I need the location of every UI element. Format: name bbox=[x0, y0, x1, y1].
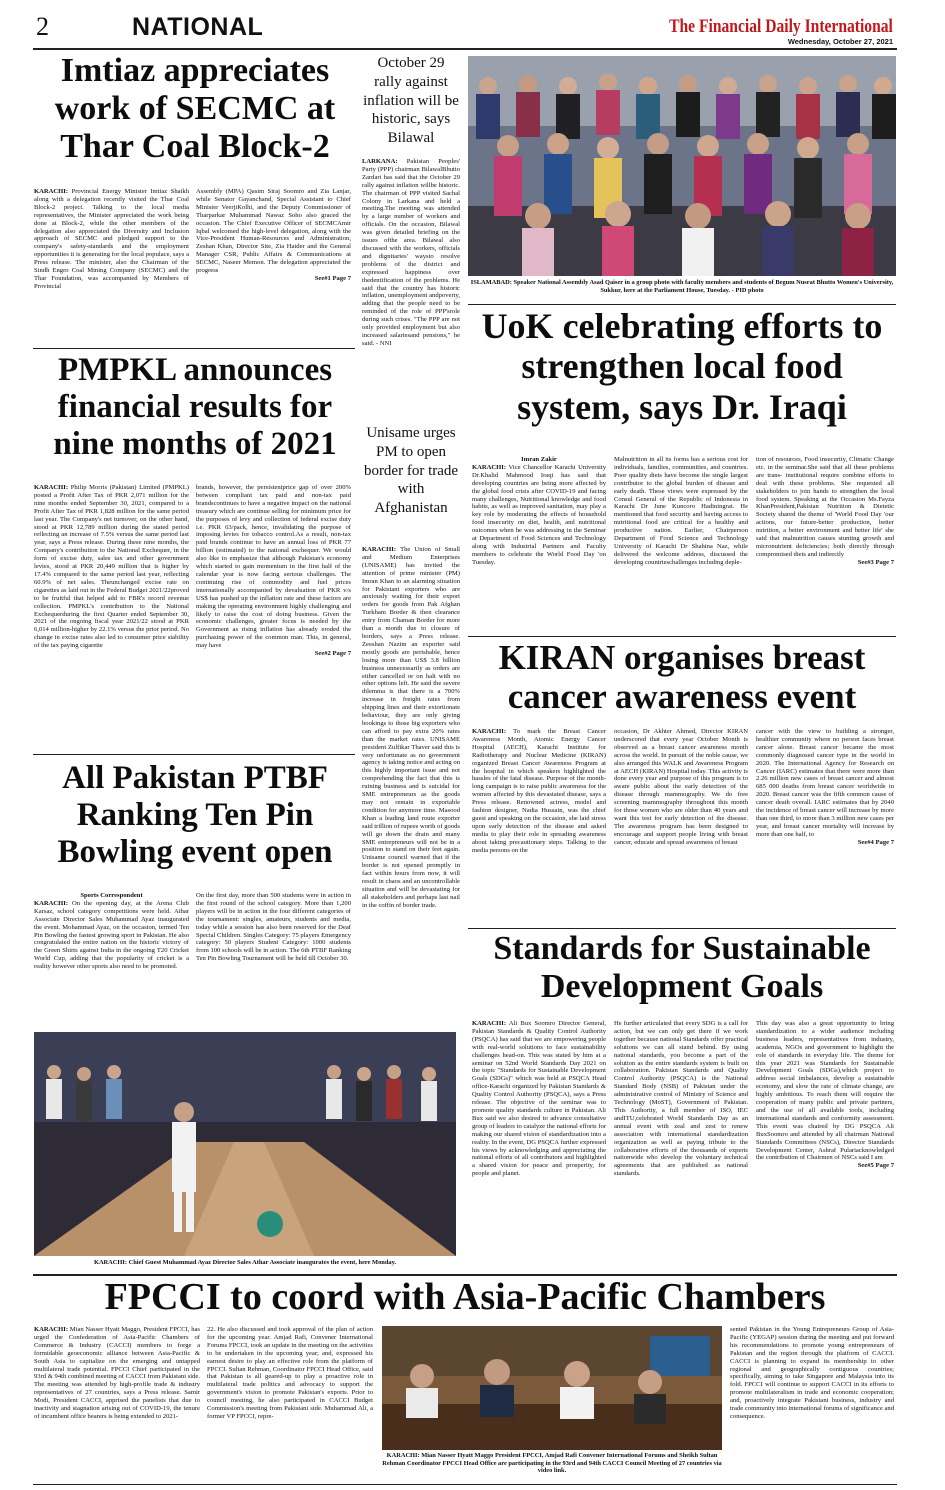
dateline: LARKANA: bbox=[362, 158, 398, 165]
story-bowling-col1 bbox=[34, 892, 189, 1027]
section-title: NATIONAL bbox=[132, 13, 264, 41]
story-text: occasion, Dr Akhter Ahmed, Director KIRAN underscored that every year October Month is observed as a breast cancer awareness month across the world. In pursuit of the noble cause, we also arranged this WALK and Awareness Program at AECH (KIRAN) Hospital today. This activity is done every year and purpose of this program is to aware public about the early detection of the disease through mammography. We do free screening mammography throughout this month for those women who are older than 40 years and want this test for early detection of the disease. The awareness program has been designed to encourage and support people living with breast cancer, educate and spread awareness of breast bbox=[614, 728, 748, 846]
continued-link[interactable]: See#3 Page 7 bbox=[857, 558, 894, 566]
story-text: He further articulated that every SDG is a call for action, but we can only get there if we work together because national Standards offer practical solutions we can all stand behind. By using national standards, you become a part of the solution as the entire standards system is built on collaboration. Pakistan Standards and Quality Control Authority (PSQCA) is the National Standard Body (NSB) of Pakistan under the administrative control of Ministry of Science and Technology (MoST), Government of Pakistan. This Authority, a full member of ISO, IEC andITU,celebrated World Standards Day as an annual event with zeal and zest to renew association with international standardization organization as well as paying tribute to the collaborative efforts of the thousands of experts nationwide who develop the voluntary technical agreements that are published as national standards. bbox=[614, 1020, 748, 1178]
dateline: KARACHI: bbox=[472, 1020, 507, 1027]
page-number: 2 bbox=[36, 12, 49, 41]
story-kiran-col2 bbox=[614, 728, 748, 924]
group-photo bbox=[468, 56, 896, 276]
dateline: KARACHI: bbox=[34, 1326, 69, 1333]
section-rule bbox=[33, 754, 355, 755]
fpcci-photo-caption: KARACHI: Mian Nasser Hyatt Maggo President FPCCI, Amjad Rafi Convener International Forums and Sheikh Sultan Rehman Coordinator FPCCI Head Office are participating in the 93rd and 94th CACCI Council Meeting of 27 countries via video link. bbox=[382, 1452, 722, 1475]
group-photo-caption: ISLAMABAD: Speaker National Assembly Asad Qaiser in a group photo with faculty members and students of Begum Nusrat Bhutto Women's University, Sukkur, here at the Parliament House, Tuesday. - PID photo bbox=[470, 279, 894, 294]
story-uok-col3 bbox=[756, 456, 894, 632]
story-text: brands, however, the persistentprice gap of over 200% between compliant tax paid and non-tax paid brandscontinues to have a negative impact on the national treasury which are continue selling for minimum price for the purposes of levy and collection of federal excise duty i.e. PKR 63/pack, hence, invalidating the purpose of imposing levies for tobacco control.As a result, non-tax paid brands continue to have an annual loss of PKR 77 billion (estimated) to the national exchequer. We would also like to emphasize that although Pakistan's economy which started to gain momentum in the first half of the calendar year is now facing serious challenges. The continuing rise of commodity and fuel prices internationally accompanied by devaluation of PKR v/s US$ has pushed up the inflation rate and these factors are making the operating environment highly challenging and likely to raise the cost of doing business. Given the economic challenges, greater focus is needed by the Government as rising inflation has already eroded the purchasing power of the common man. This, in general, may have bbox=[196, 484, 351, 650]
story-kiran-col3 bbox=[756, 728, 894, 924]
story-text: 22. He also discussed and took approval of the plan of action for the upcoming year. Amjad Rafi, Convener International Forums FPCCI, took an update in the meeting on the activities to be undertaken in the upcoming year; and, expressed his earnest desire to play an effective role from the platform of FPCCI. Sultan Rehman, Coordinator FPCCI Head Office, said that Pakistan is all geared-up to play a proactive role in multilateral trade politics and advocacy to support the government's vision to promote Pakistan's exports. Prior to council meeting, he also participated in CACCI Budget Commission's meeting from Pakistani side. Muhammad Ali, a former VP FPCCI, repre- bbox=[207, 1326, 373, 1420]
story-imtiaz-col2 bbox=[196, 188, 351, 343]
story-text: tion of resources, Food insecurity, Climatic Change etc. in the seminar.She said that all these problems are trans- institutional require combine efforts to deal with these problems. She requested all stakeholders to join hands to strengthen the local food system. Speaking at the Occasion Ms.Fayza KhanPresident,Pakistan Nutrition & Dietetic Society shared the theme of 'World Food Day 'our actions, our future-better production, better nutrition, a better environment and better life' she said that malnutrition causes stunting growth and micronutrient deficiencies; both directly through compromised diets and indirectly bbox=[756, 456, 894, 558]
section-rule bbox=[468, 928, 896, 929]
story-text: To mark the Breast Cancer Awareness Month, Atomic Energy Cancer Hospital (AECH), Karachi Institute for Radiotherapy and Nuclear Medicine (KIRAN) organized Breast Cancer Awareness Program at the hospital in which speakers highlighted the hassles of the fatal disease. Purpose of the month-long campaign is to raise public awareness for the women affected by this devastated disease, says a Press release. Renowned actress, model and fashion designer, Nadia Hussain, was the chief guest and speaking on the occasion, she laid stress upon early detection of the disease and asked media to play their role in spreading awareness about taking precautionary steps. Talking to the media persons on the bbox=[472, 728, 606, 854]
byline: Sports Correspondent bbox=[80, 892, 143, 899]
story-fpcci-col2 bbox=[207, 1326, 373, 1482]
story-text: On the opening day, at the Arena Club Karsaz, school category competitions were held. Athar Associate Director Sales Muhammad Ayaz inaugurated the event. Mohammad Ayaz, on the occasion, termed Ten Pin Bowling the fastest growing sport in Pakistan. He also congratulated the entire nation on the historic victory of the Green Shirts against India in the ongoing T20 Cricket World Cup, adding that the popularity of cricket is a reality however other sports also need to be promoted. bbox=[34, 899, 189, 971]
headline-bilawal: October 29 rally against inflation will be historic, says Bilawal bbox=[363, 55, 459, 146]
story-text: sented Pakistan in the Young Entrepreneurs Group of Asia-Pacific (YEGAP) session during the meeting and put forward his recommendations to promote young entrepreneurs of Pakistan and the region through the platform of CACCI. CACCI is planning to expand its membership to other regional and geographically contiguous countries; specifically, aiming to take Singapore and Malaysia into its fold. FPCCI will continue to support CACCI in its efforts to promote multilateralism in trade and economic cooperation; and, proactively integrate Pakistani business, industry and trade community into international forums of significance and consequence. bbox=[730, 1326, 894, 1420]
continued-link[interactable]: See#5 Page 7 bbox=[857, 1162, 894, 1170]
bowling-photo-graphic bbox=[34, 1032, 456, 1256]
continued-link[interactable]: See#1 Page 7 bbox=[314, 274, 351, 282]
issue-date: Wednesday, October 27, 2021 bbox=[787, 37, 893, 46]
story-uok-col2 bbox=[614, 456, 748, 632]
continued-link[interactable]: See#4 Page 7 bbox=[857, 838, 894, 846]
story-standards-col2 bbox=[614, 1020, 748, 1270]
byline: Imran Zakir bbox=[521, 456, 557, 463]
story-text: Vice Chancellor Karachi University Dr.Khalid Mahmood Iraqi has said that developing countries are being more affected by the global food crisis after COVID-19 and facing many challenges, Nutritional knowledge and food habits, as well as improved sanitation, may play a key role by moderating the effects of household food insecurity on diet, health, and nutritional outcomes when he was addressing in the Seminar at Department of Food Sciences and Technology along with Industrial Partners and Faculty members to celebrate the World Food Day 'on Tuesday. bbox=[472, 463, 606, 566]
story-bilawal bbox=[362, 158, 460, 420]
fpcci-photo-graphic bbox=[382, 1326, 722, 1450]
story-text: Ali Bux Soomro Director General, Pakistan Standards & Quality Control Authority (PSQCA) has said that we are empowering people with real-world solutions to face sustainability challenges head-on. This was stated by him at a seminar on 52nd World Standards Day 2021 on the topic "Standards for Sustainable Development Goals (SDGs)" which was held at PSQCA Head office-Karachi organized by Pakistan Standards & Quality Control Authority (PSQCA), says a Press release. The objective of the seminar was to promote quality standards culture in Pakistan. Ali Bux said we also desired to advance consultative group of leaders to catalyze the national efforts for making our shared vision of standardization into a reality. In the event, DG PSQCA further expressed his views by acknowledging and appreciating the national efforts of all contributors and highlighted a shared vision for peace and prosperity, for people and planet. bbox=[472, 1020, 606, 1178]
story-text: Malnutrition in all its forms has a serious cost for individuals, families, communities, and countries. Poor quality diets have become the single largest contributor to the global burden of disease and early death. These views were expressed by the Consul General of the Republic of Indonesia in Karachi Dr June Kuncoro Hadiningrat. He mentioned that food security and having access to nutritional food are critical for a healthy and productive nation. Earlier, Chairperson Department of Food Science and Technology University of Karachi Dr Shahina Naz, while delivered the welcome address, discussed the developing countrieschallenges including deple- bbox=[614, 456, 748, 566]
dateline: KARACHI: bbox=[472, 463, 507, 471]
bowling-ball bbox=[257, 1211, 283, 1237]
continued-link[interactable]: See#2 Page 7 bbox=[314, 650, 351, 658]
story-bowling-col2 bbox=[196, 892, 351, 1027]
story-standards-col1 bbox=[472, 1020, 606, 1270]
story-fpcci-col3 bbox=[730, 1326, 894, 1482]
bowling-photo-caption: KARACHI: Chief Guest Muhammad Ayaz Director Sales Athar Associate inaugurates the event, here Monday. bbox=[93, 1259, 397, 1266]
story-uok-col1 bbox=[472, 456, 606, 632]
bowling-photo bbox=[34, 1032, 456, 1256]
paper-name: The Financial Daily International bbox=[669, 16, 893, 37]
section-rule bbox=[33, 348, 355, 349]
dateline: KARACHI: bbox=[34, 899, 69, 907]
headline-unisame: Unisame urges PM to open border for trade with Afghanistan bbox=[363, 425, 459, 516]
group-photo-graphic bbox=[468, 56, 896, 276]
story-text: On the first day, more than 500 students were in action in the first round of the school category. More than 1,200 players will be in action in the four different categories of the tournament: singles, amateurs, students and media, today while a session has also been reserved for the Deaf Special Children. Singles Category: 75 players Emergency category: 50 players Student Category: 1000 students from 100 schools will be in action. The 6th PTBF Ranking Ten Pin Bowling Tournament will be held till October 30. bbox=[196, 892, 351, 963]
story-text: This day was also a great opportunity to bring standardization to a wider audience including business leaders, representatives from industry, academia, NGOs and government to highlight the role of standards in everyday life. The theme for this year 2021 was Standards for Sustainable Development Goals (SDGs),which project to address social imbalances, develop a sustainable economy, and slow the rate of climate change, are highly ambitious. To reach them will require the cooperation of many public and private partners, and the use of all available tools, including international standards and conformity assessment. This event was chaired by DG PSQCA Ali BuxSoomro and attended by all chairman National Standards Committees (NSCs), Director Standards Development Center, Ashraf Pulariacknowledged the contribution of Chairmen of NSCs said I am bbox=[756, 1020, 894, 1162]
story-text: Mian Nasser Hyatt Maggo, President FPCCI, has urged the Confederation of Asia-Pacific Chambers of Commerce & Industry (CACCI) members to forge a formidable geoeconomic alliance between Asia-Pacific & South Asia to capitalize on the emerging and untapped multilateral trade potential. FPCCI Chief participated in the 93rd & 94th combined meeting of CACCI from Pakistani side. The meeting was attended by high-profile trade & industry representatives of 27 countries, says a Press release. Samir Modi, President CACCI, apprised the panelists that due to inactivity and stagnation arising out of COVID-19, the tenure of incumbent office bearers is being extended to 2021- bbox=[34, 1326, 200, 1420]
story-kiran-col1 bbox=[472, 728, 606, 924]
headline-imtiaz: Imtiaz appreciates work of SECMC at Thar Coal Block-2 bbox=[54, 52, 336, 166]
dateline: KARACHI: bbox=[472, 728, 507, 735]
story-text: Assembly (MPA) Qasim Siraj Soomro and Zia Lanjar, while Senator Gayanchand, Special Assistant to Chief Minister VeerjiKolhi, and the Deputy Commissioner of Tharparkar Muhammad Nawaz Soho also graced the occasion. The Chief Executive Officer of SECMCAmir Iqbal welcomed the high-level delegation, along with the Vice-President Human-Resources and Administration, Zeshan Khan, Director Site, Zia Haider and the General Manager CSR, Public Affairs & Communications at SECMC, Naseer Memon. The delegation appreciated the progress bbox=[196, 188, 351, 275]
story-pmpkl-col1 bbox=[34, 484, 189, 749]
story-text: Pakistan Peoples' Party (PPP) chairman BilawalBhutto Zardari has said that the October 29 rally against inflation willbe historic. The chairman of PPP visited Sachal Colony in Larkana and held a meeting.The meeting was attended by a large number of workers and officials. On the occasion, Bilawal was given detailed briefing on the issues ofthe area. Bilawal also discussed with the workers, officials and dignitaries' waysto resolve problems of the district and expressed happiness over thedentification of the problems. He said that the country has historic inflation, unemployment andpoverty, adding that the people need to be reminded of the role of PPP'srole during such crises. "The PPP are not only provided employment but also increased salariesand pensions," he said. - NNI bbox=[362, 158, 460, 347]
dateline: KARACHI: bbox=[362, 546, 397, 553]
dateline: KARACHI: bbox=[34, 484, 69, 491]
headline-standards: Standards for Sustainable Development Goals bbox=[493, 930, 871, 1006]
headline-bowling: All Pakistan PTBF Ranking Ten Pin Bowling event open bbox=[57, 760, 333, 870]
section-rule bbox=[468, 636, 896, 637]
headline-fpcci: FPCCI to coord with Asia-Pacific Chambers bbox=[104, 1276, 826, 1318]
story-unisame bbox=[362, 546, 460, 1026]
story-text: Philip Morris (Pakistan) Limited (PMPKL) posted a Profit After Tax of PKR 2,071 million for the nine months ended September 30, 2021, compared to a Profit After Tax of PKR 1,828 million for the same period last year. The Company's net turnover, on the other hand, stood at PKR 12,789 million during the stated period reflecting an increase of 7.5% versus the same period last year, says a Press release. During these nine months, the Company's contribution to the National Exchequer, in the form of excise duty, sales tax and other government levies, stood at PKR 20,449 million that is higher by 17.4% compared to the same period last year, reflecting 60.9% of net sales. Theunchanged excise rate on cigarettes as laid out in the Federal Budget 2021/22proved to be fruitful that helped add to FBR's record revenue collection. PMPKL's contribution to the National Exchequerduring the first Quarter ended September 30, 2021 of the ongoing fiscal year 2021/22 stood at PKR 6,014 million-higher by 22.1% versus the prior period. No change in excise rates also led to consumer price stability of the tax paying cigarette bbox=[34, 484, 189, 650]
masthead-rule bbox=[33, 48, 897, 50]
headline-pmpkl: PMPKL announces financial results for nine months of 2021 bbox=[53, 352, 337, 462]
headline-kiran: KIRAN organises breast cancer awareness event bbox=[498, 638, 866, 717]
story-fpcci-col1 bbox=[34, 1326, 200, 1482]
bottom-rule bbox=[33, 1484, 897, 1485]
section-rule bbox=[468, 304, 896, 305]
fpcci-photo bbox=[382, 1326, 722, 1450]
story-text: The Union of Small and Medium Enterprises (UNISAME) has invited the attention of prime minister (PM) Imran Khan to an alarming situation for Pakistani exporters who are anxiously waiting for their export orders for goods from Pak Afghan Turkham Border & then clearance entry from Chaman Border for more than a month due to closure of borders, says a Press release. Zeeshan Nazim an exporter said mostly goods are perishable, hence losing more than US$ 3.8 billion business unnecessarily as orders are either cancelled or on halt with no other options left. He said the severe dilemma is that there is a 700% increase in freight rates from shipping lines and their extortionate behaviour, they are only giving bookings to those big exporters who can afford to pay extra 20% rates than the market rates. UNISAME president Zulfikar Thaver said this is very unfortunate as no government agency is taking notice and acting on this highly important issue and not comprehending the fact that this is ruining business and is suicidal for SME entrepreneurs as the goods may not remain in exportable condition for anymore time. Masood Khan a leading land route exporter said trillion of rupees worth of goods will go down the drain and many SME entrepreneurs will not be in a position to stand on their feet again. Unisame council warned that if the border is not opened promptly in fact within hours from now, it will result in chaos and an uncontrollable situation and will be devastating for all stakeholders and perhaps last nail in the coffin of border trade. bbox=[362, 546, 460, 909]
story-pmpkl-col2 bbox=[196, 484, 351, 749]
story-text: cancer with the view to building a stronger, healthier community where no person faces breast cancer alone. Breast cancer became the most commonly diagnosed cancer type in the world in 2020. The International Agency for Research on Cancer (IARC) estimates that there were more than 2.26 million new cases of breast cancer and almost 685 000 deaths from breast cancer worldwide in 2020. Breast cancer was the fifth common cause of cancer death overall. IARC estimates that by 2040 the incidence of breast cancer will increase by more than one third, to more than 3 million new cases per year, and breast cancer mortality will increase by more than one half, to bbox=[756, 728, 894, 838]
story-standards-col3 bbox=[756, 1020, 894, 1270]
story-imtiaz-col1 bbox=[34, 188, 189, 343]
dateline: KARACHI: bbox=[34, 188, 69, 195]
story-text: Provincial Energy Minister Imtiaz Shaikh along with a delegation recently visited the Thar Coal Block-2 project. Talking to the local media representatives, the Minister appreciated the work being done at Block-2, while the other members of the delegation also appreciated the Diversity and Inclusion approach of SECMC and pledged support to the company's safety-standards and the employment opportunities it is generating for the local populace, says a Press release. The minister, also the Chairman of the Sindh Engro Coal Mining Company (SECMC) and the Thar Foundation, was accompanied by Members of Provincial bbox=[34, 188, 189, 290]
headline-uok: UoK celebrating efforts to strengthen local food system, says Dr. Iraqi bbox=[481, 306, 883, 427]
